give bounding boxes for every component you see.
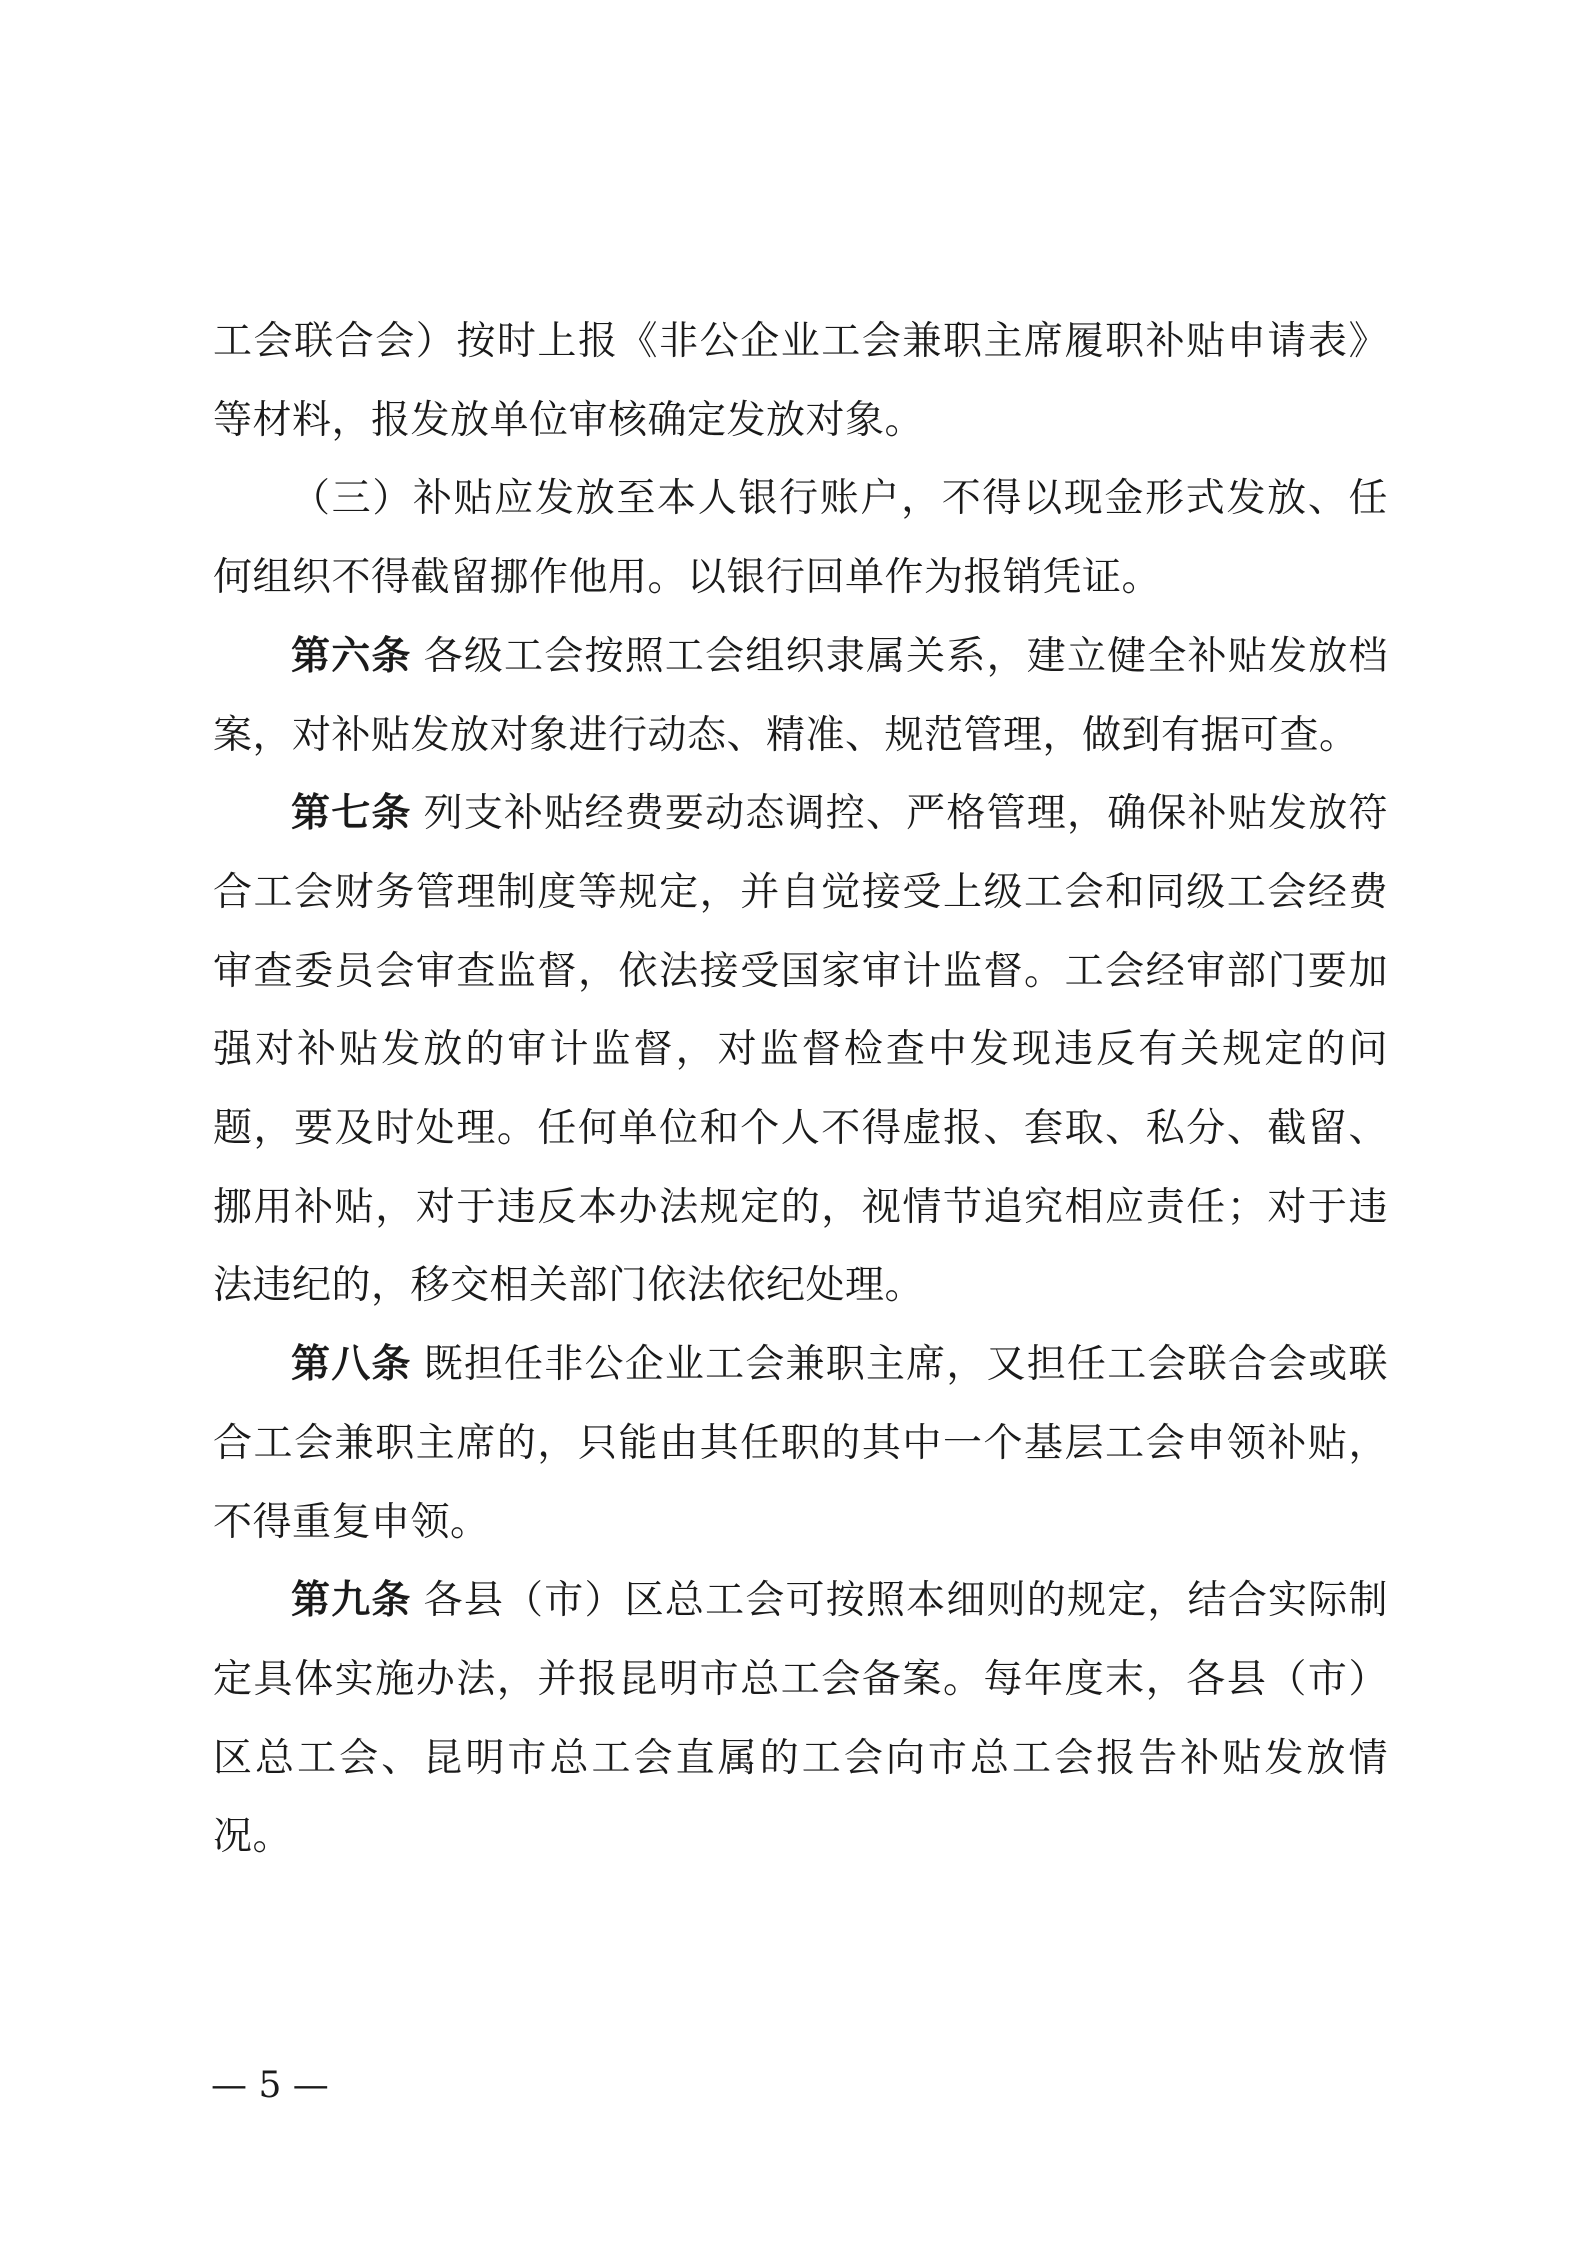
page-number: — 5 — bbox=[211, 2065, 329, 2106]
article-6 bbox=[213, 618, 1388, 775]
document-body bbox=[213, 303, 1388, 1877]
paragraph-text: 工会联合会）按时上报《非公企业工会兼职主席履职补贴申请表》等材料，报发放单位审核确定发放对象。 bbox=[213, 319, 1388, 443]
paragraph-text: 各级工会按照工会组织隶属关系，建立健全补贴发放档案，对补贴发放对象进行动态、精准、规范管理，做到有据可查。 bbox=[213, 633, 1388, 758]
article-heading: 第六条 bbox=[291, 633, 412, 679]
paragraph-continuation bbox=[213, 303, 1388, 460]
article-heading: 第七条 bbox=[291, 791, 412, 837]
paragraph-text: 列支补贴经费要动态调控、严格管理，确保补贴发放符合工会财务管理制度等规定，并自觉接受上级工会和同级工会经费审查委员会审查监督，依法接受国家审计监督。工会经审部门要加强对补贴发放的审计监督，对监督检查中发现违反有关规定的问题，要及时处理。任何单位和个人不得虚报、套取、私分、截留、挪用补贴，对于违反本办法规定的，视情节追究相应责任；对于违法违纪的，移交相关部门依法依纪处理。 bbox=[213, 791, 1388, 1309]
article-heading: 第八条 bbox=[291, 1342, 412, 1388]
paragraph-item-3 bbox=[213, 460, 1388, 617]
paragraph-text: 既担任非公企业工会兼职主席，又担任工会联合会或联合工会兼职主席的，只能由其任职的其中一个基层工会申领补贴，不得重复申领。 bbox=[213, 1342, 1388, 1545]
article-heading: 第九条 bbox=[291, 1578, 412, 1624]
paragraph-text: 各县（市）区总工会可按照本细则的规定，结合实际制定具体实施办法，并报昆明市总工会备案。每年度末，各县（市）区总工会、昆明市总工会直属的工会向市总工会报告补贴发放情况。 bbox=[213, 1578, 1388, 1860]
article-9 bbox=[213, 1562, 1388, 1877]
article-7 bbox=[213, 775, 1388, 1326]
paragraph-text: （三）补贴应发放至本人银行账户，不得以现金形式发放、任何组织不得截留挪作他用。以银行回单作为报销凭证。 bbox=[213, 476, 1388, 601]
article-8 bbox=[213, 1326, 1388, 1562]
